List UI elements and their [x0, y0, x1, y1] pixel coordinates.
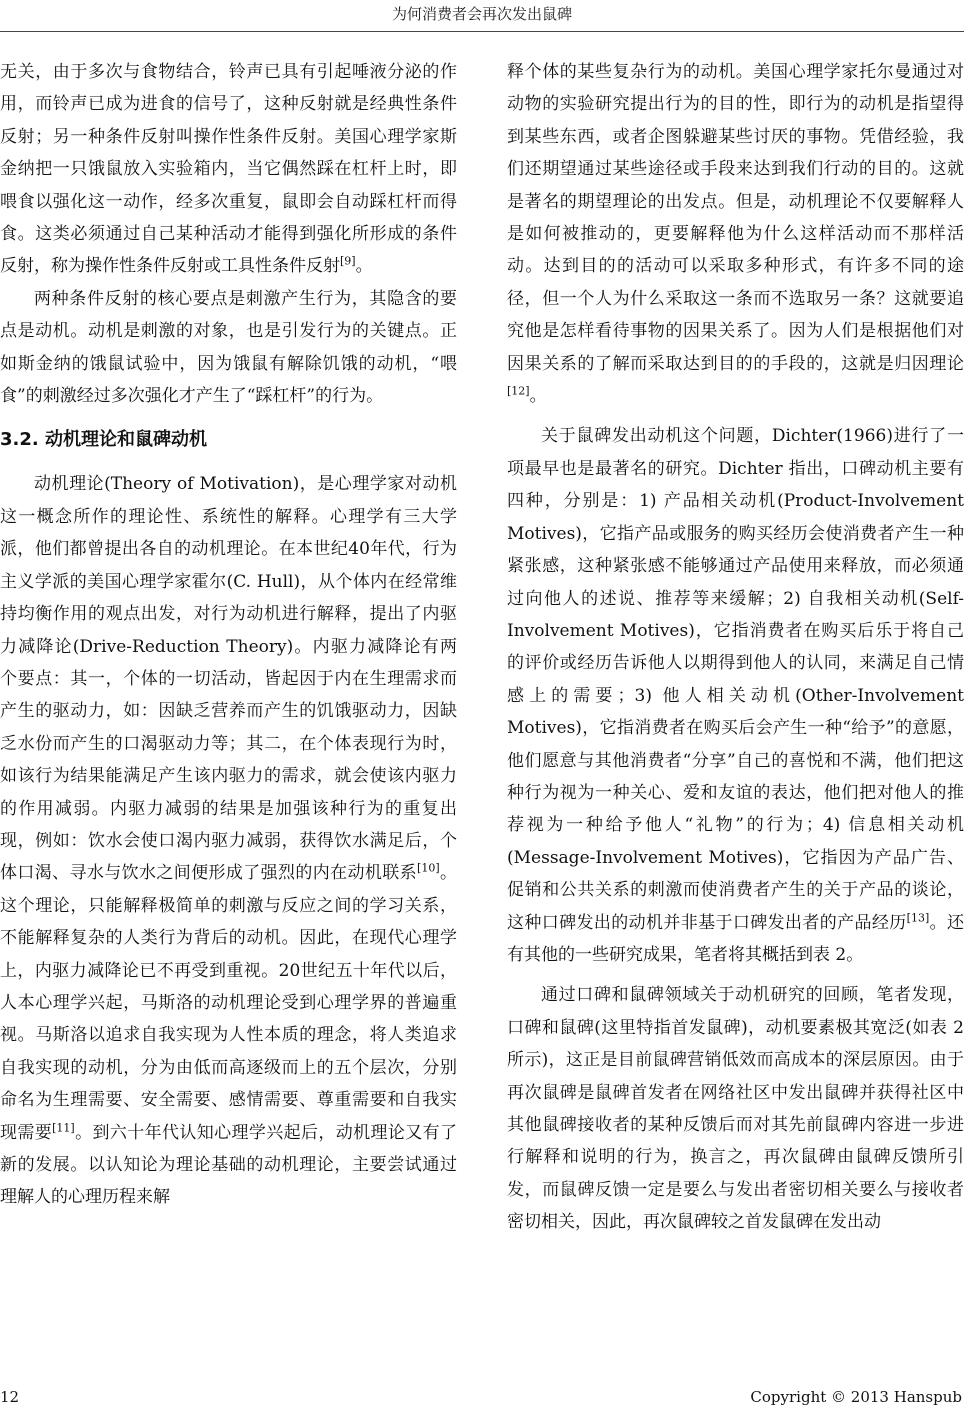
citation-11: [11] [52, 1120, 75, 1134]
right-paragraph-3: 通过口碑和鼠碑领域关于动机研究的回顾，笔者发现，口碑和鼠碑(这里特指首发鼠碑)，动机要素极其宽泛(如表 2 所示)，这正是目前鼠碑营销低效而高成本的深层原因。由于再次鼠碑是鼠碑首发者在网络社区中发出鼠碑并获得社区中其他鼠碑接收者的某种反馈后而对其先前鼠碑内容进一步进行解释和说明的行为，换言之，再次鼠碑由鼠碑反馈所引发，而鼠碑反馈一定是要么与发出者密切相关要么与接收者密切相关，因此，再次鼠碑较之首发鼠碑在发出动 [507, 985, 964, 1233]
left-paragraph-2: 两种条件反射的核心要点是刺激产生行为，其隐含的要点是动机。动机是刺激的对象，也是引发行为的关键点。正如斯金纳的饿鼠试验中，因为饿鼠有解除饥饿的动机，“喂食”的刺激经过多次强化才产生了“踩杠杆”的行为。 [0, 288, 457, 407]
left-paragraph-3-text-c: 。到六十年代认知心理学兴起后，动机理论又有了新的发展。以认知论为理论基础的动机理论，主要尝试通过理解人的心理历程来解 [0, 1122, 457, 1208]
right-paragraph-2-text-a: 关于鼠碑发出动机这个问题，Dichter(1966)进行了一项最早也是最著名的研究。Dichter 指出，口碑动机主要有四种，分别是：1) 产品相关动机(Product-Involvement Motives)，它指产品或服务的购买经历会使消费者产生一种紧张感，这种紧张感不能够通过产品使用来释放，而必须通过向他人的述说、推荐等来缓解；2) 自我相关动机(Self-Involvement Motives)，它指消费者在购买后乐于将自己的评价或经历告诉他人以期得到他人的认同，来满足自己情感上的需要；3) 他人相关动机(Other-Involvement Motives)，它指消费者在购买后会产生一种“给予”的意愿，他们愿意与其他消费者“分享”自己的喜悦和不满，他们把这种行为视为一种关心、爱和友谊的表达，他们把对他人的推荐视为一种给予他人“礼物”的行为；4) 信息相关动机(Message-Involvement Motives)，它指因为产品广告、促销和公共关系的刺激而使消费者产生的关于产品的谈论，这种口碑发出的动机并非基于口碑发出者的产品经历 [507, 426, 964, 933]
running-header-title: 为何消费者会再次发出鼠碑 [391, 5, 572, 23]
page-number: 12 [0, 1388, 20, 1406]
right-paragraph-1 [507, 56, 964, 412]
header-rule [0, 31, 964, 32]
citation-9: [9] [340, 254, 356, 268]
left-paragraph-3-text-b: 。这个理论，只能解释极简单的刺激与反应之间的学习关系，不能解释复杂的人类行为背后的动机。因此，在现代心理学上，内驱力减降论已不再受到重视。20世纪五十年代以后，人本心理学兴起，马斯洛的动机理论受到心理学界的普遍重视。马斯洛以追求自我实现为人性本质的理念，将人类追求自我实现的动机，分为由低而高逐级而上的五个层次，分别命名为生理需要、安全需要、感情需要、尊重需要和自我实现需要 [0, 863, 457, 1143]
right-paragraph-1-text: 释个体的某些复杂行为的动机。美国心理学家托尔曼通过对动物的实验研究提出行为的目的性，即行为的动机是指望得到某些东西，或者企图躲避某些讨厌的事物。凭借经验，我们还期望通过某些途径或手段来达到我们行动的目的。这就是著名的期望理论的出发点。但是，动机理论不仅要解释人是如何被推动的，更要解释他为什么这样活动而不那样活动。达到目的的活动可以采取多种形式，有许多不同的途径，但一个人为什么采取这一条而不选取另一条？这就要追究他是怎样看待事物的因果关系了。因为人们是根据他们对因果关系的了解而采取达到目的的手段的，这就是归因理论 [507, 62, 964, 374]
left-paragraph-3-text-a: 动机理论(Theory of Motivation)，是心理学家对动机这一概念所作的理论性、系统性的解释。心理学有三大学派，他们都曾提出各自的动机理论。在本世纪40年代，行为主义学派的美国心理学家霍尔(C. Hull)，从个体内在经常维持均衡作用的观点出发，对行为动机进行解释，提出了内驱力减降论(Drive-Reduction Theory)。内驱力减降论有两个要点：其一，个体的一切活动，皆起因于内在生理需求而产生的驱动力，如：因缺乏营养而产生的饥饿驱动力，因缺乏水份而产生的口渴驱动力等；其二，在个体表现行为时，如该行为结果能满足产生该内驱力的需求，就会使该内驱力的作用减弱。内驱力减弱的结果是加强该种行为的重复出现，例如：饮水会使口渴内驱力减弱，获得饮水满足后，个体口渴、寻水与饮水之间便形成了强烈的内在动机联系 [0, 474, 457, 884]
copyright-notice: Copyright © 2013 Hanspub [750, 1388, 962, 1406]
right-paragraph-1-end: 。 [529, 386, 547, 407]
right-paragraph-2-text-b: 。还有其他的一些研究成果，笔者将其概括到表 2。 [507, 912, 964, 965]
right-paragraph-2 [507, 420, 964, 971]
running-header [0, 0, 964, 34]
left-paragraph-1-end: 。 [355, 256, 373, 277]
citation-10: [10] [417, 861, 440, 875]
left-paragraph-3 [0, 468, 457, 1213]
section-heading-3-2: 3.2. 动机理论和鼠碑动机 [0, 429, 207, 451]
right-column [507, 56, 964, 1376]
left-column [0, 56, 457, 1376]
left-paragraph-1-text: 无关，由于多次与食物结合，铃声已具有引起唾液分泌的作用，而铃声已成为进食的信号了，这种反射就是经典性条件反射；另一种条件反射叫操作性条件反射。美国心理学家斯金纳把一只饿鼠放入实验箱内，当它偶然踩在杠杆上时，即喂食以强化这一动作，经多次重复，鼠即会自动踩杠杆而得食。这类必须通过自己某种活动才能得到强化所形成的条件反射，称为操作性条件反射或工具性条件反射 [0, 62, 457, 277]
citation-13: [13] [906, 910, 930, 924]
left-paragraph-1 [0, 56, 457, 283]
citation-12: [12] [507, 384, 530, 398]
